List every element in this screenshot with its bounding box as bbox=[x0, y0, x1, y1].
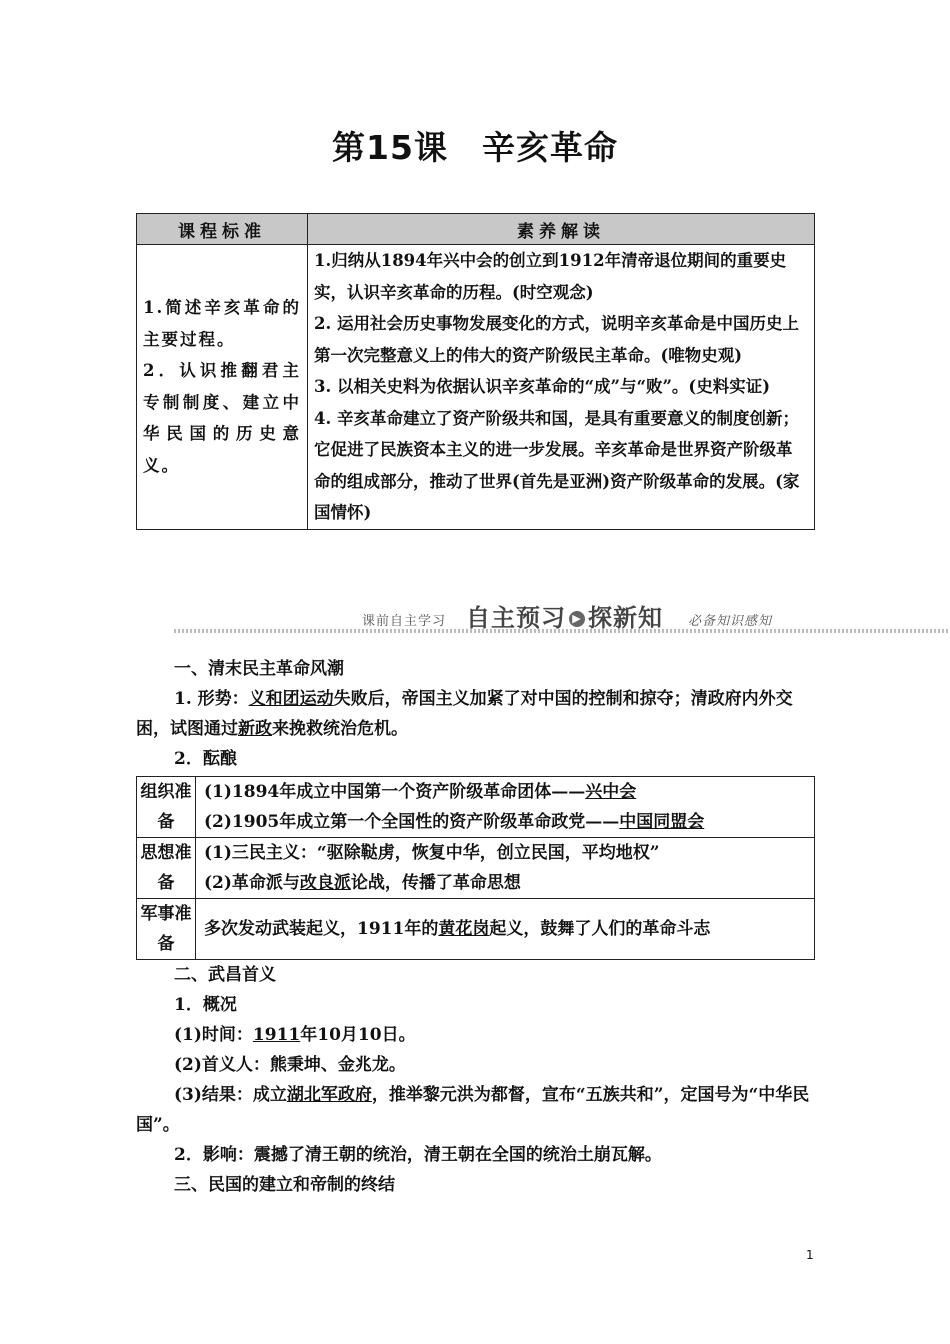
text: 来挽救统治危机。 bbox=[272, 719, 408, 739]
row-label: 军事准备 bbox=[137, 899, 196, 960]
underlined-term: 义和团运动 bbox=[248, 689, 334, 709]
banner-title-b: 探新知 bbox=[588, 604, 663, 632]
paragraph-leaders: (2)首义人：熊秉坤、金兆龙。 bbox=[174, 1055, 406, 1075]
banner-title-a: 自主预习 bbox=[466, 604, 566, 632]
row-content bbox=[196, 838, 815, 899]
paragraph-time: (1)时间：1911年10月10日。 bbox=[174, 1025, 416, 1045]
row-line: (2)革命派与改良派论战，传播了革命思想 bbox=[204, 873, 521, 893]
page-title: 第15课 辛亥革命 bbox=[332, 128, 618, 167]
interpretation-item: 2. 运用社会历史事物发展变化的方式，说明辛亥革命是中国历史上第一次完整意义上的伟大的资产阶级民主革命。(唯物史观) bbox=[314, 314, 799, 365]
header-curriculum-standard: 课程标准 bbox=[137, 214, 308, 245]
paragraph-situation bbox=[136, 684, 816, 744]
banner-title bbox=[466, 598, 663, 633]
section-heading: 二、武昌首义 bbox=[174, 965, 276, 985]
row-label: 组织准备 bbox=[137, 777, 196, 838]
paragraph-brewing: 2．酝酿 bbox=[174, 749, 237, 769]
arrow-right-icon: ▶ bbox=[569, 611, 585, 627]
underlined-term: 新政 bbox=[238, 719, 272, 739]
underlined-term: 中国同盟会 bbox=[619, 812, 705, 832]
text: 失败后，帝国主义加紧了对中国的控制和掠夺；清政府内外交困，试图通过 bbox=[136, 689, 793, 739]
row-line: (1)三民主义：“驱除鞑虏，恢复中华，创立民国，平均地权” bbox=[204, 843, 660, 863]
section-heading: 一、清末民主革命风潮 bbox=[174, 659, 344, 679]
row-label: 思想准备 bbox=[137, 838, 196, 899]
banner-right-text: 必备知识感知 bbox=[688, 614, 773, 629]
underlined-term: 1911 bbox=[252, 1025, 301, 1045]
label: 1. 形势： bbox=[174, 689, 249, 709]
underlined-term: 黄花岗 bbox=[438, 919, 490, 939]
row-line: (1)1894年成立中国第一个资产阶级革命团体——兴中会 bbox=[204, 782, 637, 802]
underlined-term: 湖北军政府 bbox=[286, 1085, 372, 1105]
paragraph-impact: 2．影响：震撼了清王朝的统治，清王朝在全国的统治土崩瓦解。 bbox=[174, 1145, 662, 1165]
preparation-table bbox=[136, 776, 815, 960]
subheading-overview: 1．概况 bbox=[174, 995, 237, 1015]
row-content bbox=[196, 777, 815, 838]
interpretation-item: 4. 辛亥革命建立了资产阶级共和国，是具有重要意义的制度创新；它促进了民族资本主义的进一步发展。辛亥革命是世界资产阶级革命的组成部分，推动了世界(首先是亚洲)资产阶级革命的发展。(家国情怀) bbox=[314, 408, 800, 522]
curriculum-standards-table bbox=[136, 213, 815, 530]
section-1 bbox=[136, 654, 816, 774]
underlined-term: 改良派 bbox=[299, 873, 351, 893]
interpretation-cell bbox=[308, 245, 815, 530]
standard-item: 2．认识推翻君主专制制度、建立中华民国的历史意义。 bbox=[143, 361, 301, 475]
page-number: 1 bbox=[806, 1248, 814, 1262]
standard-item: 1.简述辛亥革命的主要过程。 bbox=[143, 298, 301, 349]
banner-left-text: 课前自主学习 bbox=[362, 614, 447, 629]
paragraph-result: (3)结果：成立湖北军政府，推举黎元洪为都督，宣布“五族共和”，定国号为“中华民国”。 bbox=[136, 1085, 810, 1135]
section-2 bbox=[136, 960, 816, 1200]
section-heading: 三、民国的建立和帝制的终结 bbox=[174, 1175, 395, 1195]
underlined-term: 兴中会 bbox=[585, 782, 637, 802]
header-literacy-interpretation: 素养解读 bbox=[308, 214, 815, 245]
interpretation-item: 1.归纳从1894年兴中会的创立到1912年清帝退位期间的重要史实，认识辛亥革命的历程。(时空观念) bbox=[314, 251, 787, 302]
row-line: (2)1905年成立第一个全国性的资产阶级革命政党——中国同盟会 bbox=[204, 812, 705, 832]
interpretation-item: 3. 以相关史料为依据认识辛亥革命的“成”与“败”。(史料实证) bbox=[314, 377, 771, 396]
standards-cell bbox=[137, 245, 308, 530]
row-content bbox=[196, 899, 815, 960]
section-banner bbox=[136, 596, 950, 638]
row-line: 多次发动武装起义，1911年的黄花岗起义，鼓舞了人们的革命斗志 bbox=[204, 919, 711, 939]
